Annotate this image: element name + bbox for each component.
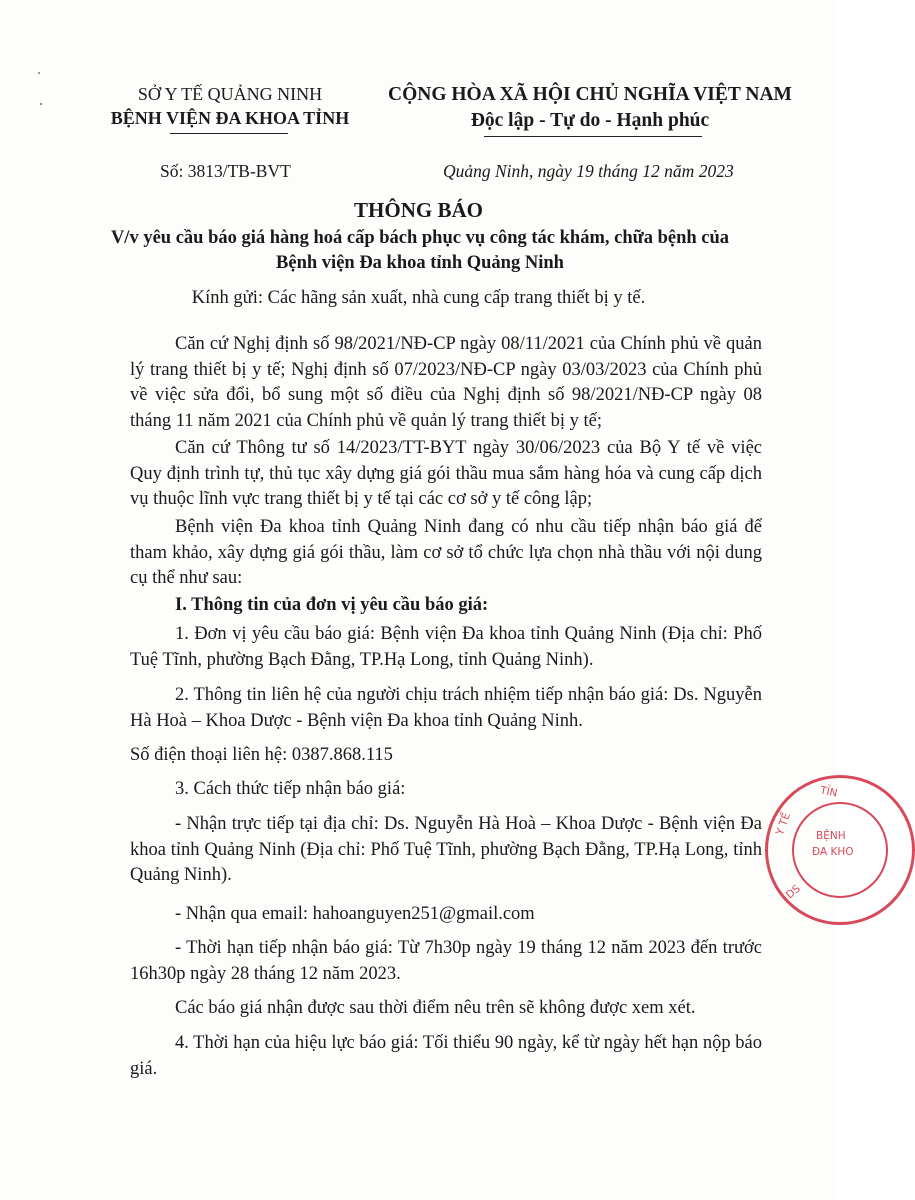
late-submission-note: Các báo giá nhận được sau thời điểm nêu trên sẽ không được xem xét. (175, 998, 696, 1018)
info-item-4: 4. Thời hạn của hiệu lực báo giá: Tối thiểu 90 ngày, kể từ ngày hết hạn nộp báo giá. (130, 1033, 762, 1079)
stamp-bottom-text: DS (783, 882, 803, 902)
stamp-left-text: Y TẾ (773, 811, 793, 837)
intro-paragraph: Bệnh viện Đa khoa tỉnh Quảng Ninh đang có nhu cầu tiếp nhận báo giá để tham khảo, xây dựng giá gói thầu, làm cơ sở tổ chức lựa chọn nhà thầu với nội dung cụ thể như sau: (130, 517, 762, 588)
legal-basis-1: Căn cứ Nghị định số 98/2021/NĐ-CP ngày 08/11/2021 của Chính phủ về quản lý trang thiết bị y tế; Nghị định số 07/2023/NĐ-CP ngày 03/03/2023 của Chính phủ về việc sửa đổi, bổ sung một số điều của Nghị định số 98/2021/NĐ-CP ngày 08 tháng 11 năm 2021 của Chính phủ về quản lý trang thiết bị y tế; (130, 334, 762, 431)
section-heading-1: I. Thông tin của đơn vị yêu cầu báo giá: (175, 595, 489, 615)
country-name: CỘNG HÒA XÃ HỘI CHỦ NGHĨA VIỆT NAM (388, 84, 792, 105)
document-subject: V/v yêu cầu báo giá hàng hoá cấp bách phục vụ công tác khám, chữa bệnh của Bệnh viện Đa khoa tỉnh Quảng Ninh (110, 228, 730, 273)
receive-email: - Nhận qua email: hahoanguyen251@gmail.com (175, 904, 535, 924)
contact-phone: Số điện thoại liên hệ: 0387.868.115 (130, 745, 393, 765)
department-name: SỞ Y TẾ QUẢNG NINH (137, 84, 323, 104)
national-motto: Độc lập - Tự do - Hạnh phúc (470, 110, 710, 131)
info-item-2: 2. Thông tin liên hệ của người chịu trách nhiệm tiếp nhận báo giá: Ds. Nguyễn Hà Hoà – Khoa Dược - Bệnh viện Đa khoa tỉnh Quảng Ninh. (130, 685, 762, 731)
document-title: THÔNG BÁO (354, 198, 483, 222)
place-and-date: Quảng Ninh, ngày 19 tháng 12 năm 2023 (443, 161, 734, 181)
info-item-3: 3. Cách thức tiếp nhận báo giá: (175, 779, 406, 799)
document-number: Số: 3813/TB-BVT (160, 161, 291, 181)
stamp-top-text: TỈN (818, 784, 839, 800)
legal-basis-2: Căn cứ Thông tư số 14/2023/TT-BYT ngày 30/06/2023 của Bộ Y tế về việc Quy định trình tự, thủ tục xây dựng giá gói thầu mua sắm hàng hóa và cung cấp dịch vụ thuộc lĩnh vực trang thiết bị y tế tại các cơ sở y tế công lập; (130, 438, 762, 509)
hospital-stamp (765, 775, 915, 925)
receive-deadline: - Thời hạn tiếp nhận báo giá: Từ 7h30p ngày 19 tháng 12 năm 2023 đến trước 16h30p ngày 28 tháng 12 năm 2023. (130, 938, 762, 984)
greeting: Kính gửi: Các hãng sản xuất, nhà cung cấp trang thiết bị y tế. (191, 288, 646, 308)
info-item-1: 1. Đơn vị yêu cầu báo giá: Bệnh viện Đa khoa tỉnh Quảng Ninh (Địa chỉ: Phố Tuệ Tĩnh, phường Bạch Đằng, TP.Hạ Long, tỉnh Quảng Ninh). (130, 624, 762, 670)
hospital-name: BỆNH VIỆN ĐA KHOA TỈNH (110, 108, 350, 128)
receive-direct: - Nhận trực tiếp tại địa chỉ: Ds. Nguyễn Hà Hoà – Khoa Dược - Bệnh viện Đa khoa tỉnh Quảng Ninh (Địa chỉ: Phố Tuệ Tĩnh, phường Bạch Đằng, TP.Hạ Long, tỉnh Quảng Ninh). (130, 814, 762, 885)
stamp-line-2: ĐA KHO (812, 846, 854, 858)
stamp-line-1: BỆNH (816, 830, 846, 842)
